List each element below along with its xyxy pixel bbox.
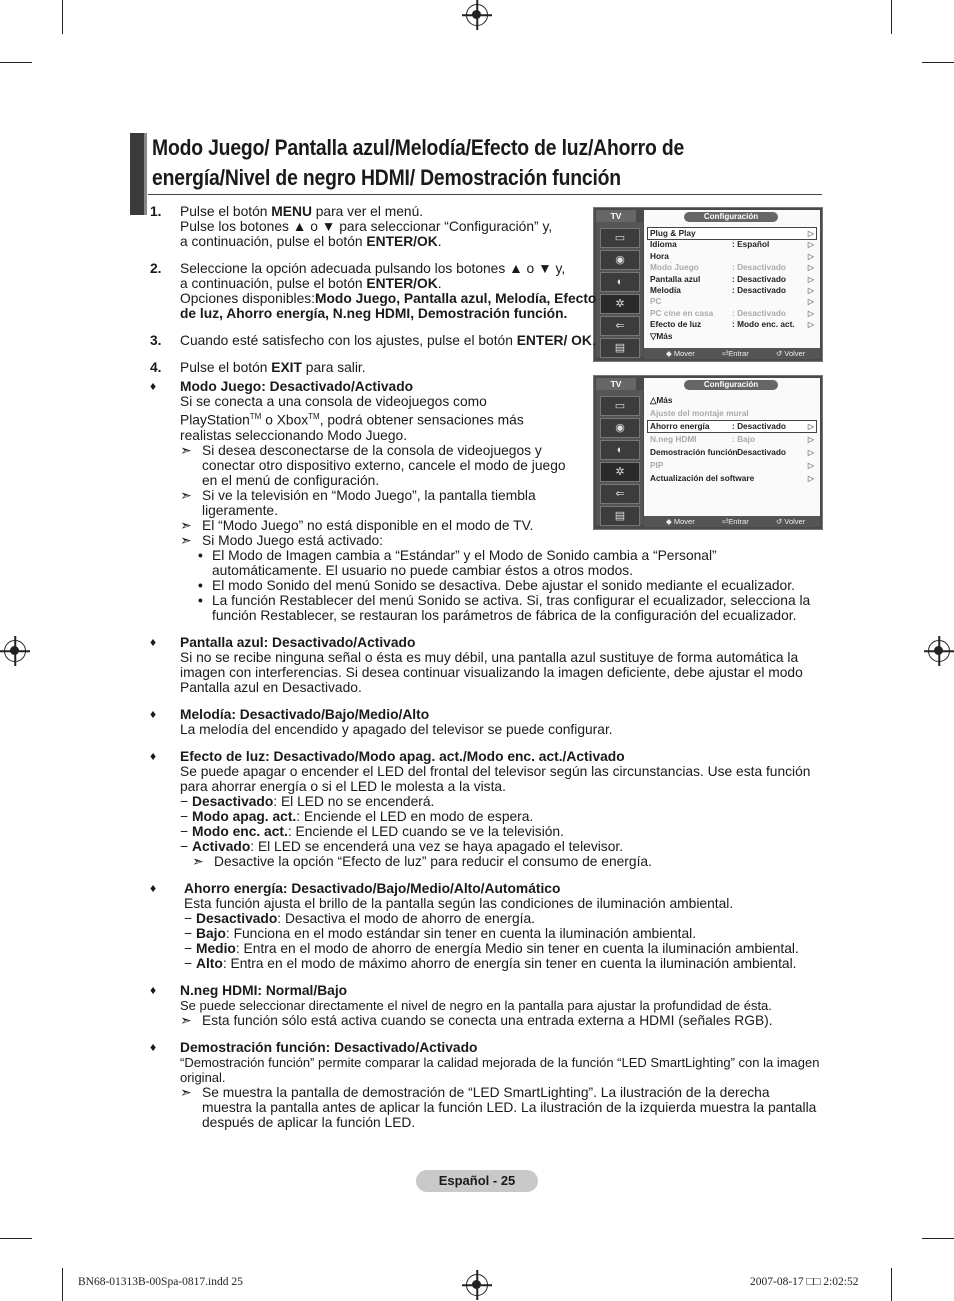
osd-row-label: Modo Juego: [650, 262, 699, 273]
note: [180, 443, 582, 488]
dash-icon: −: [184, 940, 193, 956]
osd-move-hint: ◆ Mover: [666, 349, 695, 358]
crop-mark: [62, 0, 63, 34]
crop-mark: [891, 1268, 892, 1301]
key-label: ENTER/OK: [366, 276, 438, 291]
text: .: [437, 276, 442, 291]
step-4: [150, 360, 610, 375]
section-demostracion: [150, 1040, 820, 1130]
section-pantalla-azul: [150, 635, 820, 695]
option-desc: : Enciende el LED cuando se ve la televisión.: [287, 823, 564, 839]
option-desc: : Enciende el LED en modo de espera.: [296, 808, 534, 824]
key-label: MENU: [271, 204, 312, 219]
section-text: Esta función ajusta el brillo de la pantalla según las condiciones de iluminación ambiental.: [184, 895, 734, 911]
trademark: TM: [308, 412, 320, 421]
note-text: Esta función sólo está activa cuando se conecta una entrada externa a HDMI (señales RGB).: [202, 1012, 773, 1028]
osd-enter-hint: ⏎Entrar: [722, 517, 749, 526]
triangle-right-icon: ▷: [807, 308, 814, 318]
note: [192, 854, 820, 869]
application-icon: ▤: [600, 506, 640, 526]
section-heading: N.neg HDMI: Normal/Bajo: [180, 982, 348, 998]
option-name: Bajo: [196, 925, 226, 941]
sound-icon: ◉: [600, 418, 640, 438]
option-item: [184, 956, 820, 971]
input-icon: ⇐: [600, 316, 640, 336]
title-bar: [130, 133, 144, 215]
osd-row-value: : Desactivado: [732, 307, 786, 318]
diamond-bullet-icon: ♦: [150, 982, 157, 997]
text: Si se conecta a una consola de videojuegos como: [180, 394, 487, 409]
osd-row-label: Melodía: [650, 285, 681, 295]
sound-icon: ◉: [600, 250, 640, 270]
osd-back-hint: ↺ Volver: [776, 349, 806, 358]
option-name: Medio: [196, 940, 236, 956]
osd-row-label: PIP: [650, 460, 664, 470]
key-label: ENTER/ OK: [516, 333, 592, 348]
osd-row-label: Efecto de luz: [650, 319, 702, 330]
text: .: [591, 333, 596, 348]
step-2: [150, 261, 610, 321]
note-text: Si Modo Juego está activado:: [202, 532, 384, 548]
osd-row-label: N.neg HDMI: [650, 434, 697, 444]
osd-row-value: : Español: [732, 239, 770, 250]
dash-icon: −: [184, 910, 193, 926]
note-text: El “Modo Juego” no está disponible en el modo de TV.: [202, 517, 534, 533]
option-name: Desactivado: [196, 910, 278, 926]
picture-icon: ▭: [600, 228, 640, 248]
dash-icon: −: [180, 838, 189, 854]
osd-tv-tab: TV: [596, 210, 636, 222]
options-list: Modo Juego, Pantalla azul, Melodía, Efecto de luz, Ahorro energía, N.neg HDMI, Demostración función.: [180, 291, 597, 321]
channel-icon: ◐: [600, 272, 640, 292]
section-text: “Demostración función” permite comparar la calidad mejorada de la función “LED SmartLighting” con la imagen original.: [180, 1054, 820, 1085]
text: para salir.: [301, 360, 366, 375]
triangle-right-icon: ▷: [807, 461, 814, 470]
triangle-right-icon: ▷: [807, 320, 814, 330]
arrow-note-icon: ➣: [180, 487, 192, 503]
text: , podrá obtener sensaciones más: [319, 412, 524, 428]
osd-row-label: Plug & Play: [650, 228, 696, 238]
osd-tv-tab: TV: [596, 378, 636, 390]
osd-row-label: ▽Más: [650, 330, 673, 341]
key-label: ENTER/OK: [366, 234, 438, 249]
bullet-text: El modo Sonido del menú Sonido se desactiva. Debe ajustar el sonido mediante el ecualizador.: [212, 577, 795, 593]
triangle-right-icon: ▷: [807, 251, 814, 261]
note-text: Si desea desconectarse de la consola de videojuegos y conectar otro dispositivo externo, cancele el modo de juego en el menú de configuración.: [202, 442, 566, 488]
section-heading: Ahorro energía: Desactivado/Bajo/Medio/Alto/Automático: [184, 880, 561, 896]
arrow-note-icon: ➣: [180, 532, 192, 548]
triangle-right-icon: ▷: [807, 263, 814, 273]
note-text: Desactive la opción “Efecto de luz” para reducir el consumo de energía.: [214, 853, 652, 869]
osd-header: Configuración: [684, 380, 778, 390]
section-modo-juego: [150, 379, 820, 623]
triangle-right-icon: ▷: [807, 297, 814, 307]
option-item: [180, 824, 820, 839]
osd-row-value: : Desactivado: [732, 273, 786, 284]
bullet-text: El Modo de Imagen cambia a “Estándar” y el Modo de Sonido cambia a “Personal” automáticamente. El usuario no puede cambiar éstos a otros modos.: [212, 547, 717, 578]
section-nneg-hdmi: [150, 983, 820, 1028]
dot-bullet-icon: •: [198, 592, 203, 608]
osd-row-label: PC cine en casa: [650, 307, 714, 318]
option-name: Modo enc. act.: [192, 823, 288, 839]
triangle-right-icon: ▷: [807, 274, 814, 284]
registration-mark-icon: [466, 4, 488, 26]
sub-bullet: [180, 578, 820, 593]
dash-icon: −: [184, 955, 193, 971]
diamond-bullet-icon: ♦: [150, 706, 157, 721]
diamond-bullet-icon: ♦: [150, 748, 157, 763]
option-name: Modo apag. act.: [192, 808, 297, 824]
crop-mark: [922, 1238, 954, 1239]
section-heading: Pantalla azul: Desactivado/Activado: [180, 634, 416, 650]
footer-timestamp: 2007-08-17 □□ 2:02:52: [750, 1276, 859, 1288]
text: a continuación, pulse el botón: [180, 234, 367, 249]
step-1: [150, 204, 610, 249]
text: PlayStation: [180, 412, 250, 428]
dash-icon: −: [180, 793, 189, 809]
text: Pulse el botón: [180, 360, 272, 375]
diamond-bullet-icon: ♦: [150, 379, 157, 393]
section-efecto-de-luz: [150, 749, 820, 869]
dot-bullet-icon: •: [198, 547, 203, 563]
section-heading: Modo Juego: Desactivado/Activado: [180, 379, 414, 394]
section-melodia: [150, 707, 820, 737]
triangle-right-icon: ▷: [807, 435, 814, 444]
registration-mark-icon: [4, 640, 26, 662]
section-text: Se puede seleccionar directamente el nivel de negro en la pantalla para ajustar la profundidad de ésta.: [180, 997, 772, 1013]
osd-row-label: Hora: [650, 250, 669, 261]
text: para ver el menú.: [311, 204, 424, 219]
diamond-bullet-icon: ♦: [150, 1039, 157, 1054]
option-desc: : El LED se encenderá una vez se haya apagado el televisor.: [250, 838, 624, 854]
section-text: La melodía del encendido y apagado del televisor se puede configurar.: [180, 721, 613, 737]
setup-icon: ✲: [600, 294, 640, 314]
triangle-right-icon: ▷: [807, 448, 814, 457]
footer-filename: BN68-01313B-00Spa-0817.indd 25: [78, 1276, 243, 1288]
osd-header: Configuración: [684, 212, 778, 222]
crop-mark: [62, 1268, 63, 1301]
option-item: [184, 926, 820, 941]
sub-bullet: [180, 548, 820, 578]
triangle-right-icon: ▷: [807, 474, 814, 483]
note-text: Si ve la televisión en “Modo Juego”, la pantalla tiembla ligeramente.: [202, 487, 536, 518]
option-name: Activado: [192, 838, 251, 854]
text: Seleccione la opción adecuada pulsando los botones ▲ o ▼ y,: [180, 261, 566, 276]
step-number: 2.: [150, 261, 162, 276]
crop-mark: [0, 62, 32, 63]
osd-row-value: : Desactivado: [732, 421, 786, 431]
step-number: 4.: [150, 360, 162, 375]
osd-row-label: △Más: [650, 395, 673, 405]
option-desc: : El LED no se encenderá.: [273, 793, 435, 809]
section-heading: Demostración función: Desactivado/Activado: [180, 1039, 478, 1055]
section-ahorro-energia: [150, 881, 820, 971]
triangle-right-icon: ▷: [807, 240, 814, 250]
note: [180, 533, 820, 548]
diamond-bullet-icon: ♦: [150, 880, 157, 895]
option-item: [180, 794, 820, 809]
application-icon: ▤: [600, 338, 640, 358]
option-item: [184, 911, 820, 926]
text: o Xbox: [261, 412, 309, 428]
text: Pulse los botones ▲ o ▼ para seleccionar “Configuración” y,: [180, 219, 553, 234]
osd-row-label: Idioma: [650, 239, 677, 250]
key-label: EXIT: [271, 360, 302, 375]
osd-move-hint: ◆ Mover: [666, 517, 695, 526]
text: realistas seleccionando Modo Juego.: [180, 427, 408, 443]
osd-row-value: : Modo enc. act.: [732, 319, 795, 330]
osd-row-label: Actualización del software: [650, 473, 755, 483]
osd-row-value: : Desactivado: [732, 285, 786, 295]
arrow-note-icon: ➣: [180, 1012, 192, 1028]
osd-row-label: PC: [650, 296, 662, 307]
osd-row-value: : Bajo: [732, 434, 756, 444]
note: [180, 518, 820, 533]
arrow-note-icon: ➣: [192, 853, 204, 869]
channel-icon: ◐: [600, 440, 640, 460]
arrow-note-icon: ➣: [180, 1084, 192, 1100]
note: [180, 488, 582, 518]
note: [180, 1085, 820, 1130]
registration-mark-icon: [928, 640, 950, 662]
option-name: Alto: [196, 955, 223, 971]
text: .: [437, 234, 442, 249]
option-item: [184, 941, 820, 956]
option-desc: : Desactiva el modo de ahorro de energía.: [277, 910, 535, 926]
title-rule: [148, 194, 822, 195]
page-title: Modo Juego/ Pantalla azul/Melodía/Efecto de luz/Ahorro de energía/Nivel de negro HDMI/ Demostración función: [152, 135, 685, 190]
option-desc: : Funciona en el modo estándar sin tener en cuenta la iluminación ambiental.: [225, 925, 697, 941]
trademark: TM: [249, 412, 262, 421]
osd-back-hint: ↺ Volver: [776, 517, 806, 526]
triangle-right-icon: ▷: [807, 229, 814, 238]
text: Pulse el botón: [180, 204, 272, 219]
text: Cuando esté satisfecho con los ajustes, pulse el botón: [180, 333, 517, 348]
option-name: Desactivado: [192, 793, 274, 809]
note-text: Se muestra la pantalla de demostración de “LED SmartLighting”. La ilustración de la derecha muestra la pantalla antes de aplicar la función LED. La ilustración de la izquierda muestra la pantalla después de aplicar la función LED.: [202, 1084, 817, 1130]
section-text: Se puede apagar o encender el LED del frontal del televisor según las circunstancias. Use esta función para ahorrar energía o si el LED le molesta a la vista.: [180, 763, 811, 794]
diamond-bullet-icon: ♦: [150, 634, 157, 649]
setup-icon: ✲: [600, 462, 640, 482]
osd-row-label: Ajuste del montaje mural: [650, 408, 749, 418]
option-item: [180, 809, 820, 824]
title-bar-accent: [144, 133, 147, 215]
option-desc: : Entra en el modo de ahorro de energía Medio sin tener en cuenta la iluminación ambiental.: [235, 940, 799, 956]
section-text: Si no se recibe ninguna señal o ésta es muy débil, una pantalla azul sustituye de forma automática la imagen con interferencias. Si desea continuar visualizando la imagen deficiente, debe ajustar el modo Pantalla azul en Desactivado.: [180, 649, 803, 695]
dot-bullet-icon: •: [198, 577, 203, 593]
sub-bullet: [180, 593, 820, 623]
osd-row-label: Ahorro energía: [650, 421, 710, 431]
bullet-text: La función Restablecer del menú Sonido se activa. Si, tras configurar el ecualizador, selecciona la función Restablecer, se restauran los parámetros de fábrica de la configuración del ecualizador.: [212, 592, 811, 623]
osd-enter-hint: ⏎Entrar: [722, 349, 749, 358]
registration-mark-icon: [466, 1274, 488, 1296]
arrow-note-icon: ➣: [180, 442, 192, 458]
dash-icon: −: [184, 925, 193, 941]
note: [180, 1013, 820, 1028]
step-number: 3.: [150, 333, 162, 348]
dash-icon: −: [180, 823, 189, 839]
crop-mark: [0, 1238, 32, 1239]
text: Opciones disponibles:: [180, 291, 315, 306]
osd-row-label: Demostración función: [650, 447, 738, 457]
arrow-note-icon: ➣: [180, 517, 192, 533]
osd-row-label: Pantalla azul: [650, 273, 701, 284]
osd-row-value: : Desactivado: [732, 447, 786, 457]
input-icon: ⇐: [600, 484, 640, 504]
section-heading: Melodía: Desactivado/Bajo/Medio/Alto: [180, 706, 430, 722]
main-content: [150, 204, 820, 1142]
crop-mark: [922, 62, 954, 63]
picture-icon: ▭: [600, 396, 640, 416]
text: a continuación, pulse el botón: [180, 276, 367, 291]
triangle-right-icon: ▷: [807, 422, 814, 431]
dash-icon: −: [180, 808, 189, 824]
crop-mark: [891, 0, 892, 34]
triangle-right-icon: ▷: [807, 286, 814, 295]
option-desc: : Entra en el modo de máximo ahorro de energía sin tener en cuenta la iluminación ambiental.: [222, 955, 797, 971]
option-item: [180, 839, 820, 854]
section-heading: Efecto de luz: Desactivado/Modo apag. act./Modo enc. act./Activado: [180, 748, 625, 764]
step-3: [150, 333, 610, 348]
osd-row-value: : Desactivado: [732, 262, 786, 273]
step-number: 1.: [150, 204, 162, 219]
page-number: Español - 25: [416, 1170, 538, 1192]
